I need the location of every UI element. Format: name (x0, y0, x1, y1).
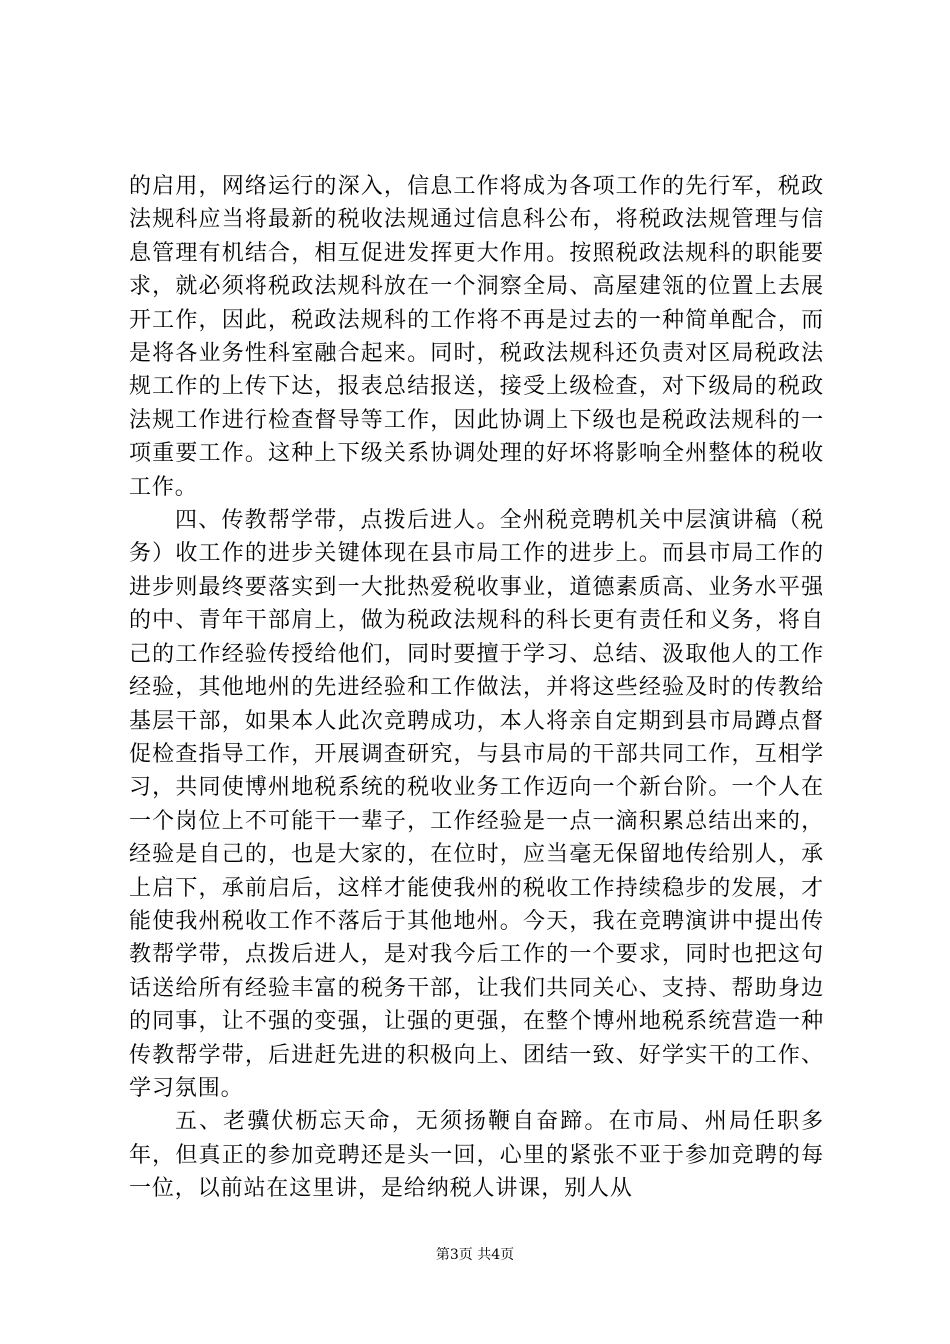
paragraph-section-five: 五、老骥伏枥忘天命，无须扬鞭自奋蹄。在市局、州局任职多年，但真正的参加竞聘还是头一回，心里的紧张不亚于参加竞聘的每一位，以前站在这里讲，是给纳税人讲课，别人从 (129, 1109, 824, 1202)
paragraph-section-four: 四、传教帮学带，点拨后进人。全州税竞聘机关中层演讲稿（税务）收工作的进步关键体现在县市局工作的进步上。而县市局工作的进步则最终要落实到一大批热爱税收事业，道德素质高、业务水平强的中、青年干部肩上，做为税政法规科的科长更有责任和义务，将自己的工作经验传授给他们，同时要擅于学习、总结、汲取他人的工作经验，其他地州的先进经验和工作做法，并将这些经验及时的传教给基层干部，如果本人此次竞聘成功，本人将亲自定期到县市局蹲点督促检查指导工作，开展调查研究，与县市局的干部共同工作，互相学习，共同使博州地税系统的税收业务工作迈向一个新台阶。一个人在一个岗位上不可能干一辈子，工作经验是一点一滴积累总结出来的，经验是自己的，也是大家的，在位时，应当毫无保留地传给别人，承上启下，承前启后，这样才能使我州的税收工作持续稳步的发展，才能使我州税收工作不落后于其他地州。今天，我在竞聘演讲中提出传教帮学带，点拨后进人，是对我今后工作的一个要求，同时也把这句话送给所有经验丰富的税务干部，让我们共同关心、支持、帮助身边的同事，让不强的变强，让强的更强，在整个博州地税系统营造一种传教帮学带，后进赶先进的积极向上、团结一致、好学实干的工作、学习氛围。 (129, 508, 824, 1101)
paragraph-continuation: 的启用，网络运行的深入，信息工作将成为各项工作的先行军，税政法规科应当将最新的税收法规通过信息科公布，将税政法规管理与信息管理有机结合，相互促进发挥更大作用。按照税政法规科的职能要求，就必须将税政法规科放在一个洞察全局、高屋建瓴的位置上去展开工作，因此，税政法规科的工作将不再是过去的一种简单配合，而是将各业务性科室融合起来。同时，税政法规科还负责对区局税政法规工作的上传下达，报表总结报送，接受上级检查，对下级局的税政法规工作进行检查督导等工作，因此协调上下级也是税政法规科的一项重要工作。这种上下级关系协调处理的好坏将影响全州整体的税收工作。 (129, 174, 824, 500)
document-body (129, 170, 824, 1206)
page-footer: 第3页 共4页 (435, 1247, 515, 1263)
